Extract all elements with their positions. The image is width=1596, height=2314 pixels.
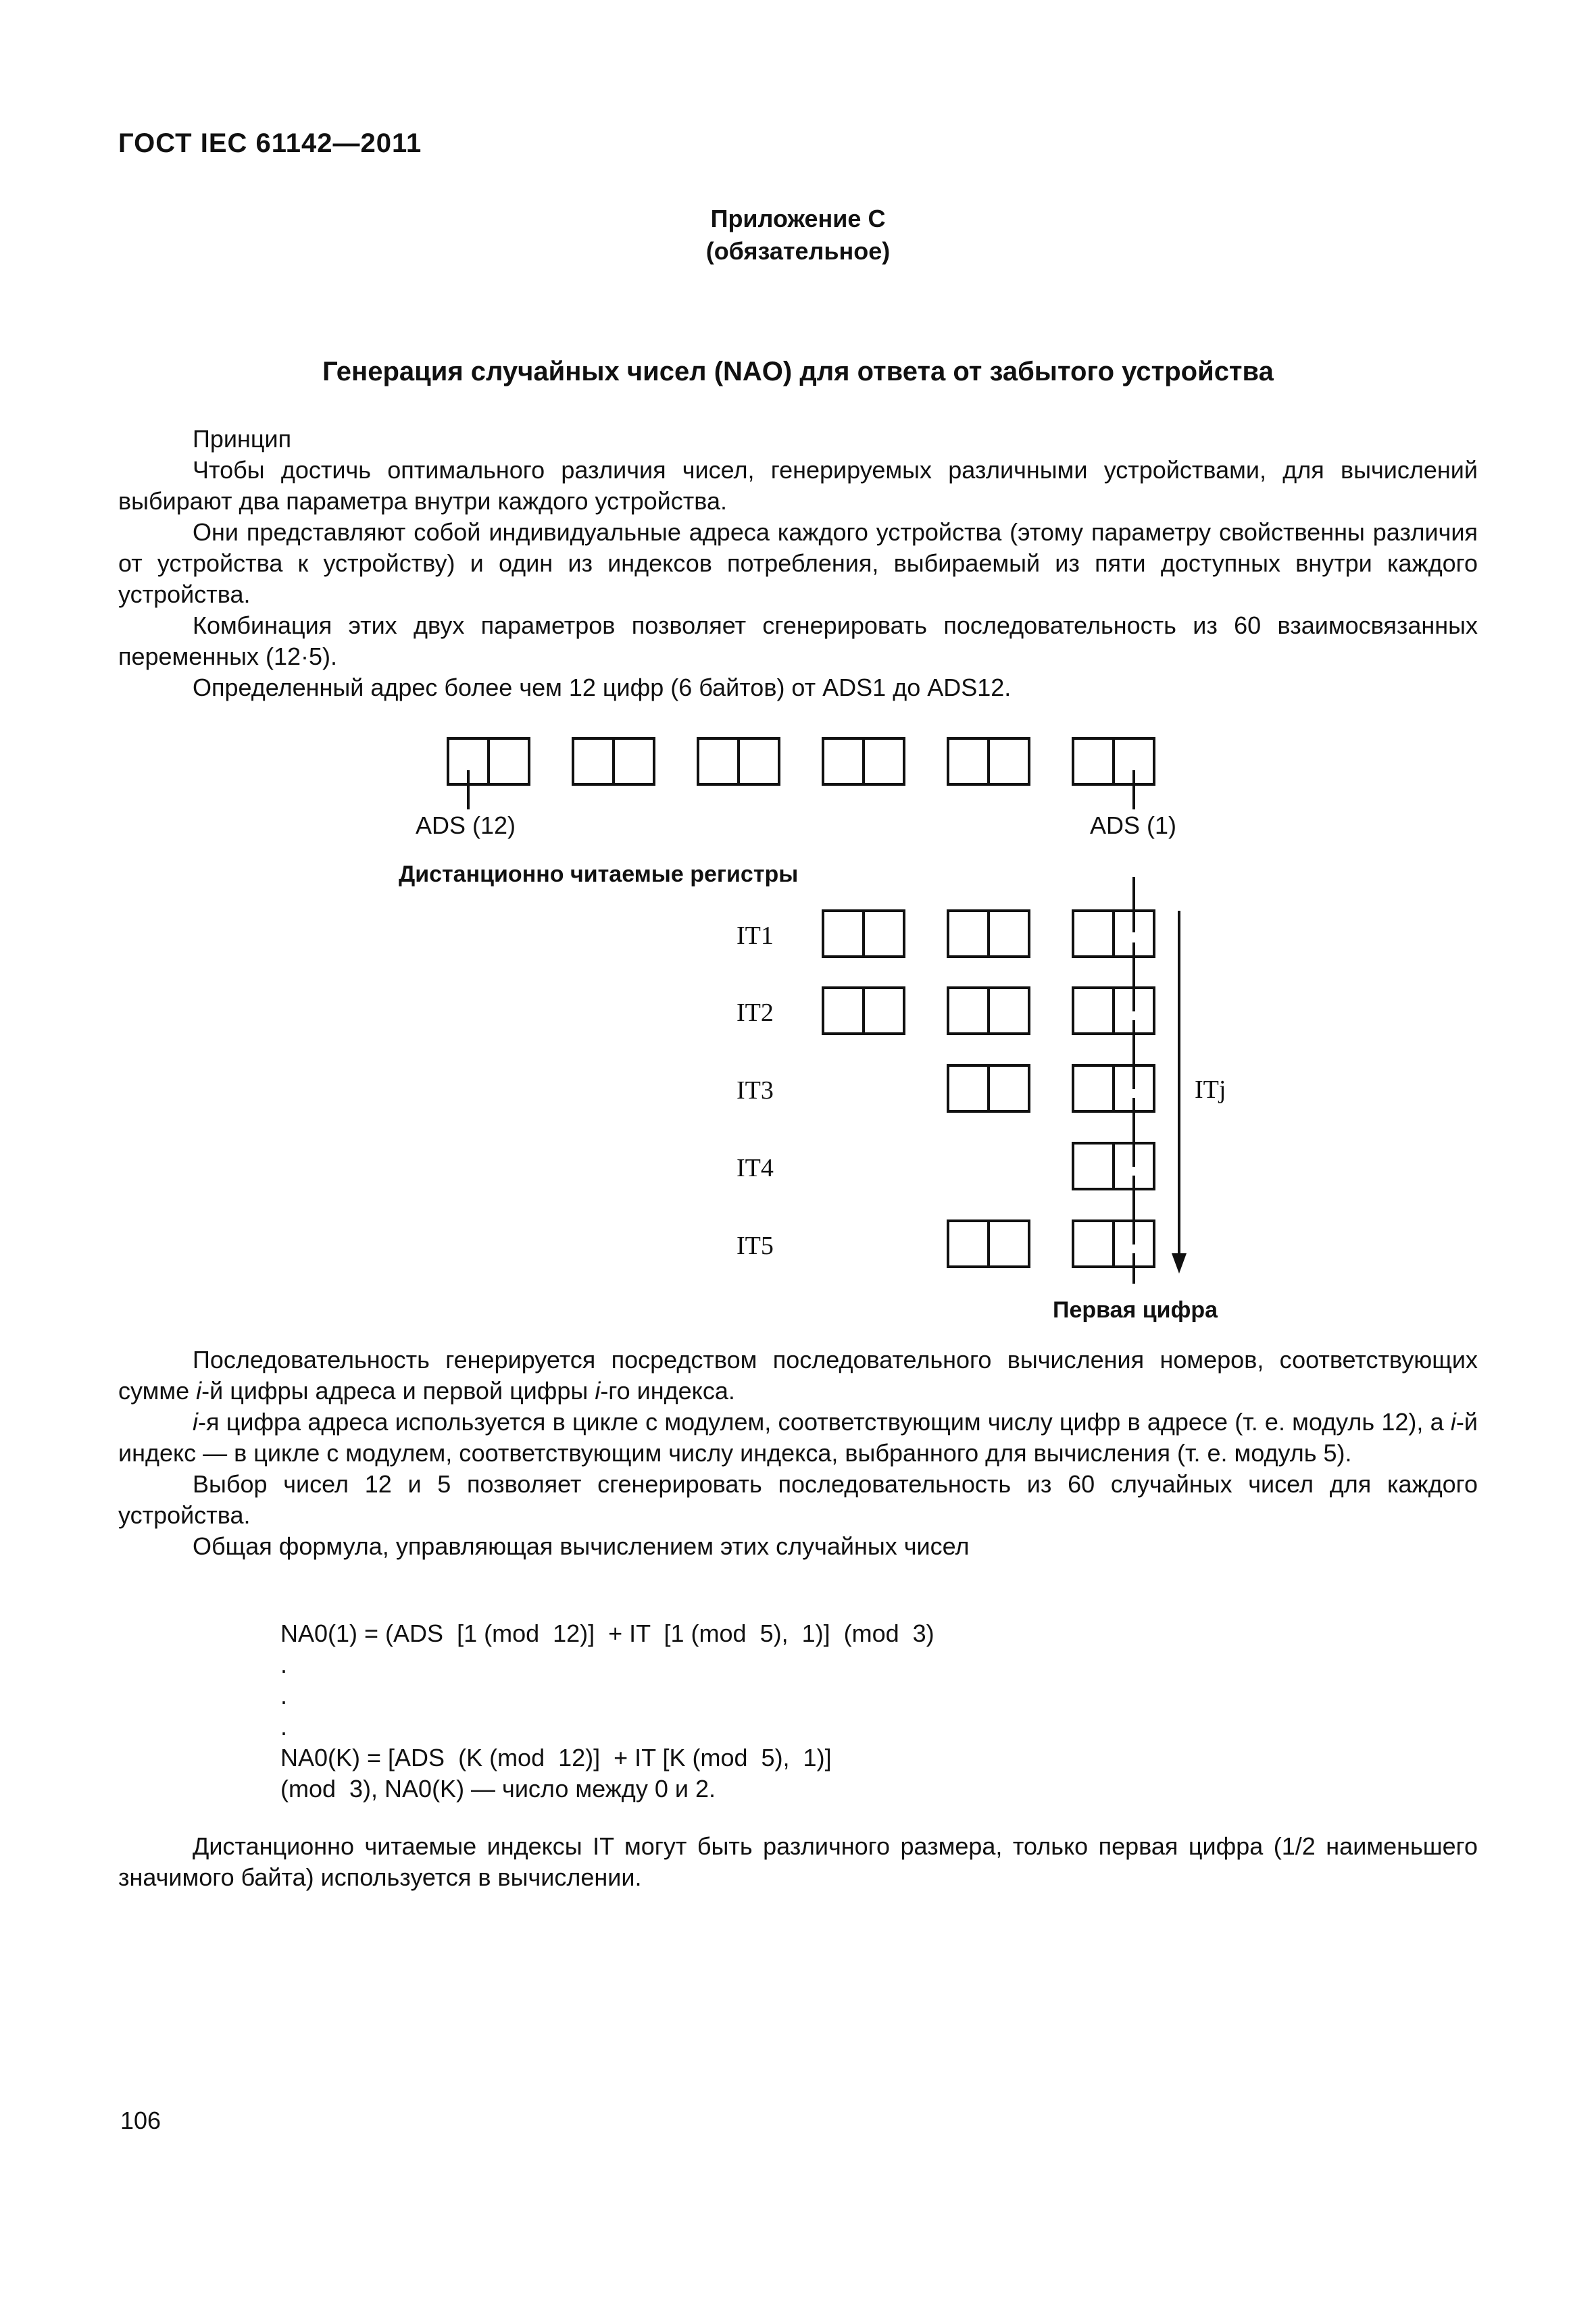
paragraph-address: Определенный адрес более чем 12 цифр (6 байтов) от ADS1 до ADS12. xyxy=(193,674,1012,701)
formula-ellipsis-dot: . xyxy=(280,1682,288,1709)
paragraph-closing: Дистанционно читаемые индексы IT могут быть различного размера, только первая цифра (1/2 наименьшего значимого байта) используется в вычислении. xyxy=(118,1832,1478,1891)
it3-label: IT3 xyxy=(737,1076,774,1105)
ads12-label: ADS (12) xyxy=(416,811,516,839)
it4-label: IT4 xyxy=(737,1154,774,1182)
paragraph-parameters: Они представляют собой индивидуальные адреса каждого устройства (этому параметру свойственны различия от устройства к устройству) и один из индексов потребления, выбираемый из пяти доступных внутри каждого устройства. xyxy=(118,518,1478,608)
appendix-subtitle: (обязательное) xyxy=(705,237,891,265)
paragraph-formula-intro: Общая формула, управляющая вычислением этих случайных чисел xyxy=(193,1532,970,1560)
page-number: 106 xyxy=(120,2107,161,2134)
formula-block xyxy=(280,1618,934,1805)
first-digit-label: Первая цифра xyxy=(1053,1297,1218,1323)
formula-line-1: NA0(1) = (ADS [1 (mod 12)] + IT [1 (mod 5), 1)] (mod 3) xyxy=(280,1619,934,1647)
itj-arrowhead xyxy=(1172,1253,1187,1274)
itj-label: ITj xyxy=(1195,1076,1226,1104)
formula-ellipsis-dot: . xyxy=(280,1713,288,1740)
it2-label: IT2 xyxy=(737,999,774,1027)
paragraph-goal: Чтобы достичь оптимального различия чисел, генерируемых различными устройствами, для вычислений выбирают два параметра внутри каждого устройства. xyxy=(118,456,1478,515)
section-title: Генерация случайных чисел (NAO) для ответа от забытого устройства xyxy=(322,357,1274,386)
appendix-title: Приложение С xyxy=(710,205,886,232)
it5-label: IT5 xyxy=(737,1232,774,1260)
body-text xyxy=(118,1344,1478,1562)
document-header: ГОСТ IEC 61142—2011 xyxy=(118,128,422,158)
closing-text xyxy=(118,1831,1478,1893)
paragraph-combination: Комбинация этих двух параметров позволяет сгенерировать последовательность из 60 взаимосвязанных переменных (12·5). xyxy=(118,611,1478,670)
formula-line-3: (mod 3), NA0(K) — число между 0 и 2. xyxy=(280,1775,716,1803)
paragraph-selection: Выбор чисел 12 и 5 позволяет сгенерировать последовательность из 60 случайных чисел для каждого устройства. xyxy=(118,1470,1478,1529)
registers-label: Дистанционно читаемые регистры xyxy=(399,861,799,887)
paragraph-modulus: i-я цифра адреса используется в цикле с модулем, соответствующим числу цифр в адресе (т. е. модуль 12), а i-й индекс — в цикле с модулем, соответствующим числу индекса, выбранного для вычисления (т. е. модуль 5). xyxy=(118,1408,1478,1467)
paragraph-sequence: Последовательность генерируется посредством последовательного вычисления номеров, соответствующих сумме i-й цифры адреса и первой цифры i-го индекса. xyxy=(118,1346,1478,1405)
ads1-label: ADS (1) xyxy=(1090,811,1177,839)
it1-label: IT1 xyxy=(737,922,774,950)
formula-ellipsis-dot: . xyxy=(280,1651,288,1678)
paragraph-principle: Принцип xyxy=(193,425,292,453)
formula-line-2: NA0(K) = [ADS (K (mod 12)] + IT [K (mod 5), 1)] xyxy=(280,1744,832,1771)
